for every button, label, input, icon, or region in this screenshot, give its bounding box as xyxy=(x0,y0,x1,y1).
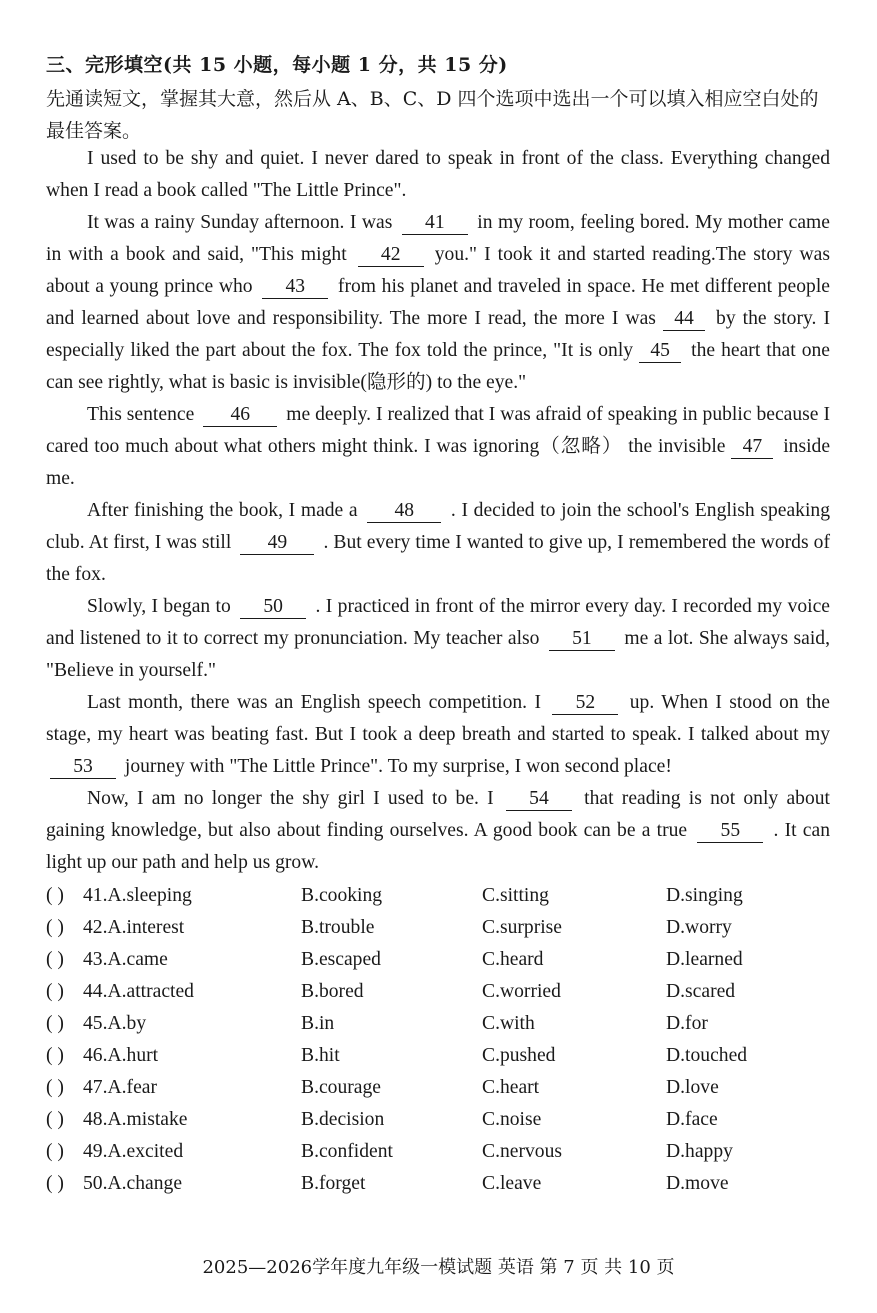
option-c: C.noise xyxy=(482,1109,542,1130)
cloze-passage xyxy=(46,143,830,879)
option-b: B.forget xyxy=(301,1173,366,1194)
blank-52: 52 xyxy=(552,692,618,715)
option-b: B.confident xyxy=(301,1141,393,1162)
section-instruction: 先通读短文，掌握其大意，然后从 A、B、C、D 四个选项中选出一个可以填入相应空白处的最佳答案。 xyxy=(46,88,819,142)
option-d: D.love xyxy=(666,1077,719,1098)
answer-bracket: ( ) xyxy=(46,1045,64,1066)
option-d: D.for xyxy=(666,1013,708,1034)
blank-46: 46 xyxy=(203,404,277,427)
answer-bracket: ( ) xyxy=(46,949,64,970)
answer-bracket: ( ) xyxy=(46,1173,64,1194)
blank-45: 45 xyxy=(639,340,681,363)
paragraph-2 xyxy=(46,207,830,399)
blank-47: 47 xyxy=(731,436,773,459)
blank-41: 41 xyxy=(402,212,468,235)
option-a: 48.A.mistake xyxy=(83,1109,188,1130)
option-a: 49.A.excited xyxy=(83,1141,184,1162)
paragraph-text: from his planet and traveled in space. He met different people and learned about love and responsibility. The more I read, the more I was xyxy=(46,276,830,329)
paragraph-text: journey with "The Little Prince". To my surprise, I won second place! xyxy=(120,756,672,777)
paragraph-text: . I practiced in front of the mirror every day. I recorded my voice and listened to it to correct my pronunciation. My teacher also xyxy=(46,596,830,649)
paragraph-text: in my room, feeling bored. My mother came in with a book and said, "This might xyxy=(46,212,830,265)
paragraph-text: It was a rainy Sunday afternoon. I was xyxy=(87,212,398,233)
option-b: B.trouble xyxy=(301,917,375,938)
blank-54: 54 xyxy=(506,788,572,811)
paragraph-text: up. When I stood on the stage, my heart was beating fast. But I took a deep breath and started to speak. I talked about my xyxy=(46,692,831,745)
option-c: C.sitting xyxy=(482,885,549,906)
paragraph-text: the heart that one can see rightly, what is basic is invisible(隐形的) to the eye." xyxy=(46,340,830,393)
blank-53: 53 xyxy=(50,756,116,779)
option-d: D.worry xyxy=(666,917,732,938)
answer-bracket: ( ) xyxy=(46,1077,64,1098)
paragraph-text: me a lot. She always said, "Believe in yourself." xyxy=(46,628,830,681)
option-c: C.heart xyxy=(482,1077,540,1098)
option-a: 47.A.fear xyxy=(83,1077,157,1098)
paragraph-6 xyxy=(46,687,830,783)
question-row-41 xyxy=(46,880,836,912)
answer-bracket: ( ) xyxy=(46,1141,64,1162)
section-title: 三、完形填空(共 15 小题，每小题 1 分，共 15 分) xyxy=(46,54,508,76)
option-a: 44.A.attracted xyxy=(83,981,194,1002)
option-c: C.nervous xyxy=(482,1141,563,1162)
option-b: B.in xyxy=(301,1013,335,1034)
paragraph-text: Last month, there was an English speech competition. I xyxy=(87,692,549,713)
question-row-50 xyxy=(46,1168,836,1200)
option-c: C.pushed xyxy=(482,1045,556,1066)
option-b: B.bored xyxy=(301,981,364,1002)
paragraph-text: Slowly, I began to xyxy=(87,596,237,617)
option-c: C.worried xyxy=(482,981,561,1002)
question-row-44 xyxy=(46,976,836,1008)
paragraph-text: This sentence xyxy=(87,404,200,425)
question-row-46 xyxy=(46,1040,836,1072)
answer-bracket: ( ) xyxy=(46,1013,64,1034)
option-d: D.singing xyxy=(666,885,743,906)
paragraph-text: inside me. xyxy=(46,436,831,489)
blank-44: 44 xyxy=(663,308,705,331)
question-row-49 xyxy=(46,1136,836,1168)
paragraph-3 xyxy=(46,399,830,495)
option-c: C.with xyxy=(482,1013,535,1034)
blank-50: 50 xyxy=(240,596,306,619)
option-c: C.leave xyxy=(482,1173,542,1194)
option-b: B.cooking xyxy=(301,885,383,906)
question-row-45 xyxy=(46,1008,836,1040)
paragraph-text: After finishing the book, I made a xyxy=(87,500,364,521)
option-b: B.hit xyxy=(301,1045,340,1066)
blank-42: 42 xyxy=(358,244,424,267)
question-row-47 xyxy=(46,1072,836,1104)
option-a: 43.A.came xyxy=(83,949,168,970)
option-d: D.touched xyxy=(666,1045,748,1066)
answer-bracket: ( ) xyxy=(46,917,64,938)
paragraph-text: . But every time I wanted to give up, I remembered the words of the fox. xyxy=(46,532,830,585)
option-d: D.move xyxy=(666,1173,729,1194)
paragraph-text: . I decided to join the school's English speaking club. At first, I was still xyxy=(46,500,830,553)
option-a: 50.A.change xyxy=(83,1173,183,1194)
option-b: B.courage xyxy=(301,1077,381,1098)
paragraph-1 xyxy=(46,143,830,207)
answer-bracket: ( ) xyxy=(46,1109,64,1130)
page-footer: 2025—2026学年度九年级一模试题 英语 第 7 页 共 10 页 xyxy=(202,1257,675,1278)
option-d: D.scared xyxy=(666,981,736,1002)
blank-48: 48 xyxy=(367,500,441,523)
blank-43: 43 xyxy=(262,276,328,299)
paragraph-text: Now, I am no longer the shy girl I used to be. I xyxy=(87,788,502,809)
option-a: 42.A.interest xyxy=(83,917,185,938)
option-b: B.decision xyxy=(301,1109,385,1130)
option-d: D.face xyxy=(666,1109,718,1130)
blank-55: 55 xyxy=(697,820,763,843)
paragraph-text: I used to be shy and quiet. I never dared to speak in front of the class. Everything changed when I read a book called "The Little Prince". xyxy=(46,148,830,201)
question-row-42 xyxy=(46,912,836,944)
paragraph-text: me deeply. I realized that I was afraid of speaking in public because I cared too much about what others might think. I was ignoring（忽略） the invisible xyxy=(46,404,830,457)
paragraph-text: by the story. I especially liked the part about the fox. The fox told the prince, "It is only xyxy=(46,308,830,361)
option-d: D.happy xyxy=(666,1141,733,1162)
paragraph-text: . It can light up our path and help us grow. xyxy=(46,820,830,873)
paragraph-7 xyxy=(46,783,830,879)
paragraph-5 xyxy=(46,591,830,687)
option-a: 46.A.hurt xyxy=(83,1045,159,1066)
question-row-48 xyxy=(46,1104,836,1136)
blank-51: 51 xyxy=(549,628,615,651)
paragraph-text: that reading is not only about gaining knowledge, but also about finding ourselves. A good book can be a true xyxy=(46,788,830,841)
blank-49: 49 xyxy=(240,532,314,555)
answer-bracket: ( ) xyxy=(46,885,64,906)
option-b: B.escaped xyxy=(301,949,381,970)
option-a: 45.A.by xyxy=(83,1013,147,1034)
option-c: C.surprise xyxy=(482,917,563,938)
paragraph-4 xyxy=(46,495,830,591)
option-c: C.heard xyxy=(482,949,544,970)
options-list xyxy=(46,880,836,1200)
answer-bracket: ( ) xyxy=(46,981,64,1002)
option-d: D.learned xyxy=(666,949,743,970)
option-a: 41.A.sleeping xyxy=(83,885,192,906)
paragraph-text: you." I took it and started reading.The story was about a young prince who xyxy=(46,244,831,297)
question-row-43 xyxy=(46,944,836,976)
